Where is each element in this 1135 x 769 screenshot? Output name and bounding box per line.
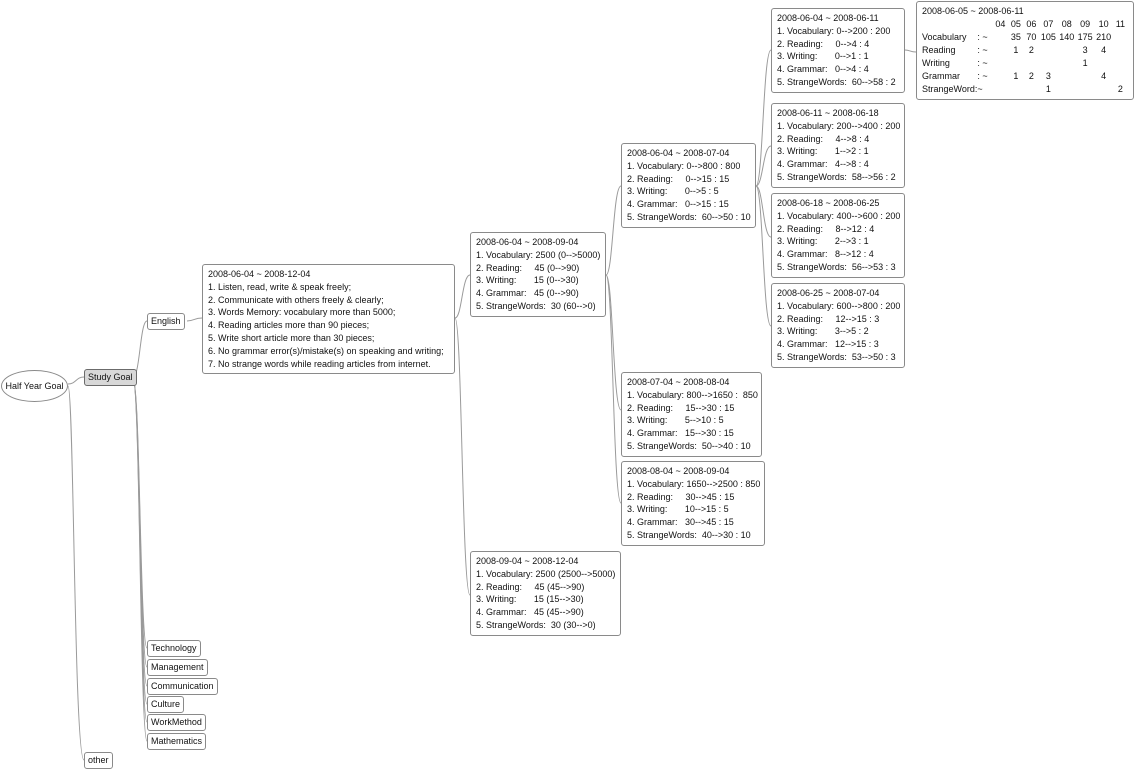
plan-box-week3[interactable] bbox=[771, 193, 905, 278]
plan-line: 2. Reading: 45 (0-->90) bbox=[476, 262, 580, 273]
plan-line: 4. Grammar: 8-->12 : 4 bbox=[777, 249, 874, 260]
cell bbox=[1039, 44, 1057, 57]
row-label: Writing bbox=[922, 58, 950, 68]
cell bbox=[1113, 57, 1128, 70]
plan-box-half2[interactable] bbox=[470, 551, 621, 636]
day-header: 08 bbox=[1061, 19, 1072, 29]
plan-line: 2008-08-04 ~ 2008-09-04 bbox=[627, 466, 730, 476]
cell: 4 bbox=[1101, 45, 1107, 55]
row-separator: : ~ bbox=[977, 32, 988, 42]
cell bbox=[993, 83, 1009, 96]
topic-english[interactable] bbox=[147, 313, 185, 330]
topic-label: Communication bbox=[151, 681, 214, 691]
cell: 3 bbox=[1045, 71, 1051, 81]
plan-line: 1. Vocabulary: 2500 (0-->5000) bbox=[476, 249, 601, 260]
row-label: Grammar bbox=[922, 71, 960, 81]
cell bbox=[1024, 57, 1040, 70]
plan-line: 3. Writing: 15 (0-->30) bbox=[476, 275, 579, 286]
plan-line: 3. Writing: 0-->1 : 1 bbox=[777, 51, 869, 62]
day-header: 05 bbox=[1010, 19, 1021, 29]
day-header: 06 bbox=[1026, 19, 1037, 29]
plan-line: 1. Vocabulary: 0-->800 : 800 bbox=[627, 160, 741, 171]
cell bbox=[1113, 44, 1128, 57]
row-separator: : ~ bbox=[977, 58, 988, 68]
plan-line: 2. Reading: 45 (45-->90) bbox=[476, 581, 585, 592]
topic-technology[interactable] bbox=[147, 640, 201, 657]
cell: 1 bbox=[1045, 84, 1051, 94]
daily-plan-header-row bbox=[922, 18, 1128, 31]
cell bbox=[1113, 31, 1128, 44]
plan-line: 5. StrangeWords: 60-->58 : 2 bbox=[777, 76, 896, 87]
plan-line: 2008-09-04 ~ 2008-12-04 bbox=[476, 556, 579, 566]
goal-line: 1. Listen, read, write & speak freely; bbox=[208, 281, 352, 292]
plan-line: 1. Vocabulary: 0-->200 : 200 bbox=[777, 25, 891, 36]
topic-other[interactable] bbox=[84, 752, 113, 769]
root-topic-label: Half Year Goal bbox=[5, 381, 64, 391]
plan-line: 4. Grammar: 30-->45 : 15 bbox=[627, 517, 734, 528]
plan-line: 3. Writing: 5-->10 : 5 bbox=[627, 415, 724, 426]
plan-line: 4. Grammar: 45 (0-->90) bbox=[476, 288, 579, 299]
cell bbox=[1039, 57, 1057, 70]
plan-line: 5. StrangeWords: 50-->40 : 10 bbox=[627, 440, 751, 451]
plan-line: 2. Reading: 15-->30 : 15 bbox=[627, 402, 735, 413]
topic-management[interactable] bbox=[147, 659, 208, 676]
plan-line: 2. Reading: 30-->45 : 15 bbox=[627, 491, 735, 502]
day-header: 07 bbox=[1043, 19, 1054, 29]
day-header: 11 bbox=[1115, 19, 1126, 29]
cell: 70 bbox=[1026, 32, 1037, 42]
cell bbox=[1008, 57, 1024, 70]
plan-line: 2008-06-04 ~ 2008-06-11 bbox=[777, 13, 879, 23]
day-header: 04 bbox=[995, 19, 1006, 29]
plan-line: 2. Reading: 0-->15 : 15 bbox=[627, 173, 730, 184]
cell bbox=[993, 57, 1009, 70]
daily-plan-table-box[interactable] bbox=[916, 1, 1134, 100]
cell bbox=[1024, 83, 1040, 96]
cell: 4 bbox=[1101, 71, 1107, 81]
plan-line: 2008-07-04 ~ 2008-08-04 bbox=[627, 377, 730, 387]
topic-label: Study Goal bbox=[88, 372, 133, 382]
plan-box-half1[interactable] bbox=[470, 232, 606, 317]
cell bbox=[1076, 70, 1094, 83]
goal-line: 2. Communicate with others freely & clearly; bbox=[208, 294, 384, 305]
plan-box-week4[interactable] bbox=[771, 283, 905, 368]
plan-line: 4. Grammar: 45 (45-->90) bbox=[476, 607, 584, 618]
root-topic-half-year-goal[interactable] bbox=[1, 370, 68, 402]
day-header: 10 bbox=[1098, 19, 1109, 29]
plan-line: 2008-06-11 ~ 2008-06-18 bbox=[777, 108, 879, 118]
goal-line: 6. No grammar error(s)/mistake(s) on speaking and writing; bbox=[208, 345, 444, 356]
topic-workmethod[interactable] bbox=[147, 714, 206, 731]
plan-line: 2. Reading: 4-->8 : 4 bbox=[777, 133, 870, 144]
daily-plan-table bbox=[922, 18, 1128, 96]
row-label: StrangeWord: bbox=[922, 84, 978, 94]
cell bbox=[1094, 83, 1112, 96]
cell bbox=[993, 70, 1009, 83]
plan-line: 4. Grammar: 4-->8 : 4 bbox=[777, 159, 869, 170]
cell: 1 bbox=[1013, 45, 1019, 55]
plan-line: 3. Writing: 2-->3 : 1 bbox=[777, 236, 869, 247]
english-goal-box[interactable] bbox=[202, 264, 455, 374]
plan-line: 3. Writing: 15 (15-->30) bbox=[476, 594, 584, 605]
daily-plan-title: 2008-06-05 ~ 2008-06-11 bbox=[922, 6, 1024, 16]
plan-line: 2. Reading: 12-->15 : 3 bbox=[777, 313, 880, 324]
topic-label: English bbox=[151, 316, 181, 326]
plan-line: 5. StrangeWords: 30 (60-->0) bbox=[476, 300, 596, 311]
topic-communication[interactable] bbox=[147, 678, 218, 695]
plan-box-week1[interactable] bbox=[771, 8, 905, 93]
goal-line: 4. Reading articles more than 90 pieces; bbox=[208, 320, 370, 331]
cell bbox=[1058, 83, 1076, 96]
cell: 1 bbox=[1013, 71, 1019, 81]
row-separator: ~ bbox=[977, 84, 983, 94]
plan-line: 4. Grammar: 0-->15 : 15 bbox=[627, 199, 729, 210]
plan-line: 5. StrangeWords: 60-->50 : 10 bbox=[627, 211, 751, 222]
daily-row-reading bbox=[922, 44, 1128, 57]
plan-line: 4. Grammar: 15-->30 : 15 bbox=[627, 428, 734, 439]
cell: 3 bbox=[1082, 45, 1088, 55]
cell bbox=[993, 31, 1009, 44]
goal-line: 7. No strange words while reading articles from internet. bbox=[208, 358, 431, 369]
plan-line: 2008-06-25 ~ 2008-07-04 bbox=[777, 288, 880, 298]
cell bbox=[1113, 70, 1128, 83]
cell: 1 bbox=[1082, 58, 1088, 68]
row-label: Vocabulary bbox=[922, 32, 967, 42]
plan-line: 4. Grammar: 0-->4 : 4 bbox=[777, 64, 869, 75]
plan-line: 3. Writing: 3-->5 : 2 bbox=[777, 326, 869, 337]
plan-line: 4. Grammar: 12-->15 : 3 bbox=[777, 339, 879, 350]
topic-label: Culture bbox=[151, 699, 181, 709]
daily-row-writing bbox=[922, 57, 1128, 70]
cell: 140 bbox=[1059, 32, 1075, 42]
cell bbox=[1058, 70, 1076, 83]
goal-line: 5. Write short article more than 30 pieces; bbox=[208, 332, 375, 343]
plan-box-week2[interactable] bbox=[771, 103, 905, 188]
plan-line: 1. Vocabulary: 600-->800 : 200 bbox=[777, 300, 901, 311]
topic-label: other bbox=[88, 755, 109, 765]
plan-line: 5. StrangeWords: 58-->56 : 2 bbox=[777, 171, 896, 182]
plan-line: 1. Vocabulary: 1650-->2500 : 850 bbox=[627, 478, 761, 489]
cell bbox=[1008, 83, 1024, 96]
plan-line: 2008-06-04 ~ 2008-07-04 bbox=[627, 148, 730, 158]
topic-label: Mathematics bbox=[151, 736, 203, 746]
cell bbox=[993, 44, 1009, 57]
plan-box-month1[interactable] bbox=[621, 143, 756, 228]
topic-study-goal[interactable] bbox=[84, 369, 137, 386]
daily-row-grammar bbox=[922, 70, 1128, 83]
topic-mathematics[interactable] bbox=[147, 733, 206, 750]
plan-box-month2[interactable] bbox=[621, 372, 762, 457]
plan-line: 1. Vocabulary: 400-->600 : 200 bbox=[777, 210, 901, 221]
plan-line: 1. Vocabulary: 800-->1650 : 850 bbox=[627, 389, 758, 400]
plan-line: 1. Vocabulary: 2500 (2500-->5000) bbox=[476, 568, 616, 579]
plan-line: 2. Reading: 8-->12 : 4 bbox=[777, 223, 875, 234]
cell: 175 bbox=[1077, 32, 1093, 42]
plan-line: 2008-06-04 ~ 2008-09-04 bbox=[476, 237, 579, 247]
plan-line: 5. StrangeWords: 40-->30 : 10 bbox=[627, 529, 751, 540]
row-separator: : ~ bbox=[977, 71, 988, 81]
cell bbox=[1058, 44, 1076, 57]
cell: 2 bbox=[1028, 71, 1034, 81]
plan-line: 3. Writing: 1-->2 : 1 bbox=[777, 146, 869, 157]
row-separator: : ~ bbox=[977, 45, 988, 55]
topic-culture[interactable] bbox=[147, 696, 184, 713]
plan-line: 1. Vocabulary: 200-->400 : 200 bbox=[777, 120, 901, 131]
topic-label: WorkMethod bbox=[151, 717, 202, 727]
goal-line: 2008-06-04 ~ 2008-12-04 bbox=[208, 269, 311, 279]
daily-row-strangeword bbox=[922, 83, 1128, 96]
plan-box-month3[interactable] bbox=[621, 461, 765, 546]
goal-line: 3. Words Memory: vocabulary more than 5000; bbox=[208, 307, 396, 318]
row-label: Reading bbox=[922, 45, 956, 55]
topic-label: Management bbox=[151, 662, 204, 672]
plan-line: 2. Reading: 0-->4 : 4 bbox=[777, 38, 870, 49]
plan-line: 5. StrangeWords: 30 (30-->0) bbox=[476, 619, 596, 630]
plan-line: 3. Writing: 10-->15 : 5 bbox=[627, 504, 729, 515]
cell bbox=[1058, 57, 1076, 70]
cell: 2 bbox=[1028, 45, 1034, 55]
day-header: 09 bbox=[1080, 19, 1091, 29]
plan-line: 3. Writing: 0-->5 : 5 bbox=[627, 186, 719, 197]
cell bbox=[1094, 57, 1112, 70]
cell: 210 bbox=[1096, 32, 1112, 42]
plan-line: 5. StrangeWords: 53-->50 : 3 bbox=[777, 351, 896, 362]
cell bbox=[1076, 83, 1094, 96]
cell: 105 bbox=[1040, 32, 1056, 42]
cell: 2 bbox=[1117, 84, 1123, 94]
plan-line: 5. StrangeWords: 56-->53 : 3 bbox=[777, 261, 896, 272]
plan-line: 2008-06-18 ~ 2008-06-25 bbox=[777, 198, 880, 208]
cell: 35 bbox=[1010, 32, 1021, 42]
topic-label: Technology bbox=[151, 643, 197, 653]
daily-row-vocabulary bbox=[922, 31, 1128, 44]
